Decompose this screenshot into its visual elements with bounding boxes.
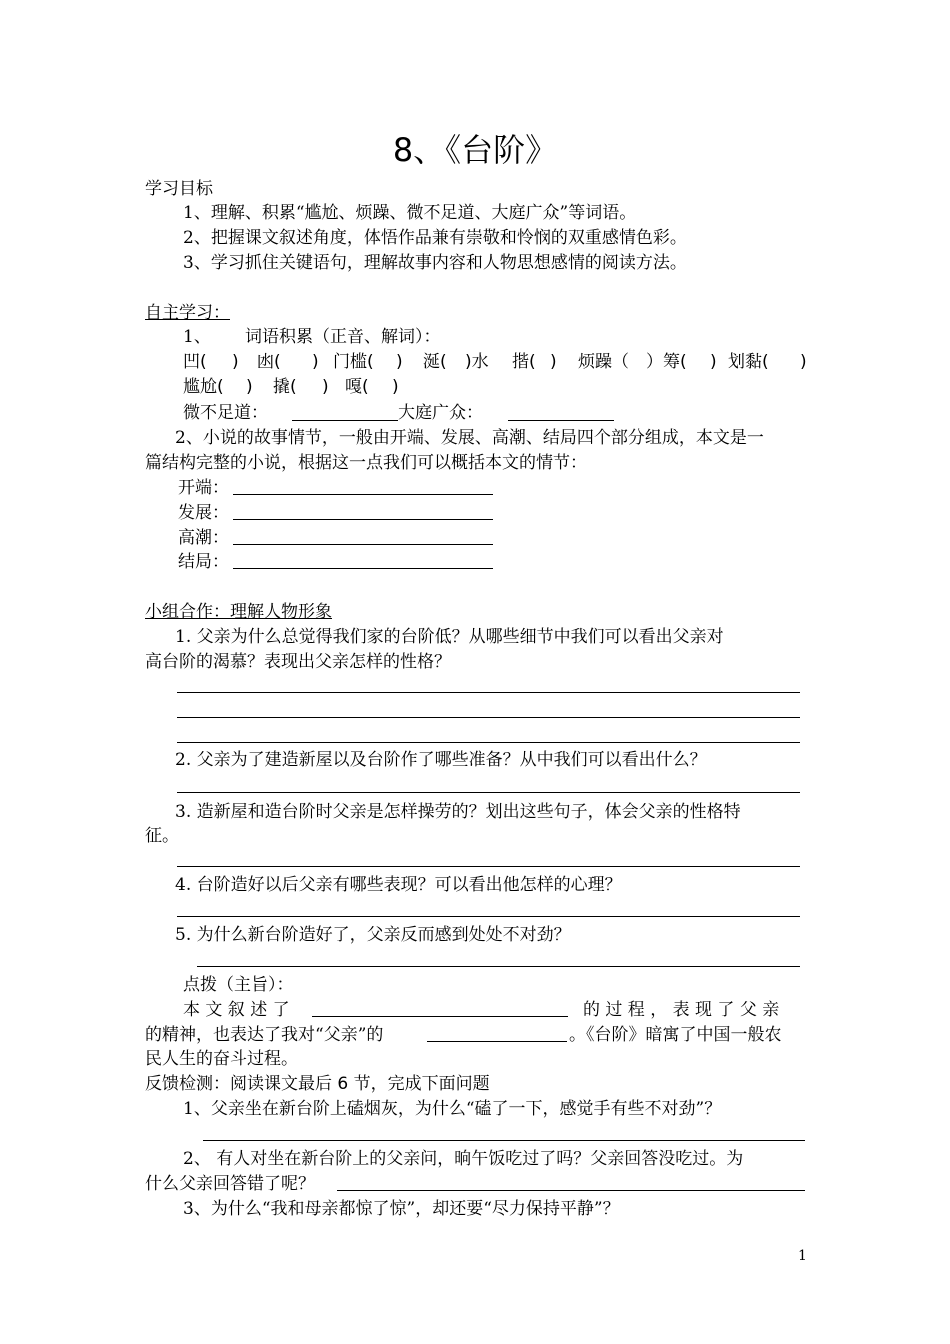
question: 2. 父亲为了建造新屋以及台阶作了哪些准备？从中我们可以看出什么？ (175, 750, 707, 770)
goals-heading: 学习目标 (145, 179, 213, 199)
vocab-word: 撬( (273, 377, 297, 397)
vocab-word: 烦躁（ (578, 352, 629, 372)
answer-line[interactable] (427, 1041, 567, 1042)
plot-intro: 2、小说的故事情节，一般由开端、发展、高潮、结局四个部分组成，本文是一 (175, 428, 764, 448)
answer-line[interactable] (312, 1016, 568, 1017)
hint-heading: 点拨（主旨）： (183, 975, 294, 995)
vocab-word: )水 (465, 352, 489, 372)
vocab-word: 凼( (257, 352, 281, 372)
answer-line[interactable] (177, 792, 800, 793)
answer-line[interactable] (233, 568, 493, 569)
answer-line[interactable] (177, 742, 800, 743)
plot-intro: 篇结构完整的小说，根据这一点我们可以概括本文的情节： (145, 453, 587, 473)
vocab-paren: ) (392, 377, 399, 397)
vocab-word: 划黏( (728, 352, 769, 372)
question: 4. 台阶造好以后父亲有哪些表现？可以看出他怎样的心理？ (175, 875, 622, 895)
vocab-paren: ) (322, 377, 329, 397)
hint-text: 。《台阶》暗寓了中国一般农 (569, 1025, 782, 1045)
hint-text: 民人生的奋斗过程。 (145, 1049, 298, 1069)
define-label: 微不足道： (183, 403, 268, 423)
page-number: 1 (798, 1248, 807, 1264)
vocab-paren: ) (710, 352, 717, 372)
self-study-heading: 自主学习： (145, 303, 230, 323)
plot-label: 结局： (178, 552, 229, 572)
goal-item: 2、把握课文叙述角度，体悟作品兼有崇敬和怜悯的双重感情色彩。 (183, 228, 687, 248)
answer-line[interactable] (233, 494, 493, 495)
question: 什么父亲回答错了呢？ (145, 1174, 315, 1194)
answer-line[interactable] (177, 717, 800, 718)
hint-text: 的精神，也表达了我对“父亲”的 (145, 1025, 384, 1045)
question: 2、 有人对坐在新台阶上的父亲问，晌午饭吃过了吗？父亲回答没吃过。为 (183, 1149, 744, 1169)
vocab-paren: ) (396, 352, 403, 372)
answer-line[interactable] (233, 519, 493, 520)
answer-line[interactable] (233, 544, 493, 545)
define-label: 大庭广众： (398, 403, 483, 423)
plot-label: 发展： (178, 503, 229, 523)
answer-line[interactable] (197, 966, 800, 967)
question: 征。 (145, 826, 179, 846)
question: 1、父亲坐在新台阶上磕烟灰，为什么“磕了一下，感觉手有些不对劲”？ (183, 1099, 722, 1119)
vocab-word: 门槛( (333, 352, 374, 372)
vocab-paren: ) (312, 352, 319, 372)
goal-item: 3、学习抓住关键语句，理解故事内容和人物思想感情的阅读方法。 (183, 253, 687, 273)
answer-line[interactable] (292, 420, 398, 421)
group-heading: 小组合作：理解人物形象 (145, 602, 332, 622)
vocab-word: 涎( (423, 352, 447, 372)
answer-line[interactable] (177, 692, 800, 693)
vocab-label: 词语积累（正音、解词）： (245, 327, 441, 347)
question: 高台阶的渴慕？表现出父亲怎样的性格？ (145, 652, 451, 672)
vocab-paren: ) (232, 352, 239, 372)
vocab-word: 嘎( (345, 377, 369, 397)
goal-item: 1、理解、积累“尴尬、烦躁、微不足道、大庭广众”等词语。 (183, 203, 637, 223)
question: 1. 父亲为什么总觉得我们家的台阶低？从哪些细节中我们可以看出父亲对 (175, 627, 724, 647)
answer-line[interactable] (177, 916, 800, 917)
hint-text: 的 过 程 ， 表 现 了 父 亲 (583, 1000, 780, 1020)
vocab-word: ）筹( (646, 352, 687, 372)
answer-line[interactable] (508, 420, 614, 421)
vocab-paren: ) (246, 377, 253, 397)
vocab-paren: ) (550, 352, 557, 372)
vocab-number: 1、 (183, 327, 211, 347)
question: 5. 为什么新台阶造好了，父亲反而感到处处不对劲？ (175, 925, 571, 945)
hint-text: 本 文 叙 述 了 (183, 1000, 290, 1020)
feedback-heading: 反馈检测：阅读课文最后 6 节，完成下面问题 (145, 1074, 490, 1094)
answer-line[interactable] (337, 1190, 805, 1191)
answer-line[interactable] (203, 1140, 805, 1141)
page-title: 8、《台阶》 (392, 131, 558, 169)
vocab-word: 尴尬( (183, 377, 224, 397)
vocab-word: 凹( (183, 352, 207, 372)
answer-line[interactable] (177, 866, 800, 867)
question: 3、为什么“我和母亲都惊了惊”，却还要“尽力保持平静”？ (183, 1199, 620, 1219)
vocab-word: 揩( (512, 352, 536, 372)
question: 3. 造新屋和造台阶时父亲是怎样操劳的？划出这些句子，体会父亲的性格特 (175, 802, 741, 822)
plot-label: 开端： (178, 478, 229, 498)
vocab-paren: ) (800, 352, 807, 372)
plot-label: 高潮： (178, 528, 229, 548)
